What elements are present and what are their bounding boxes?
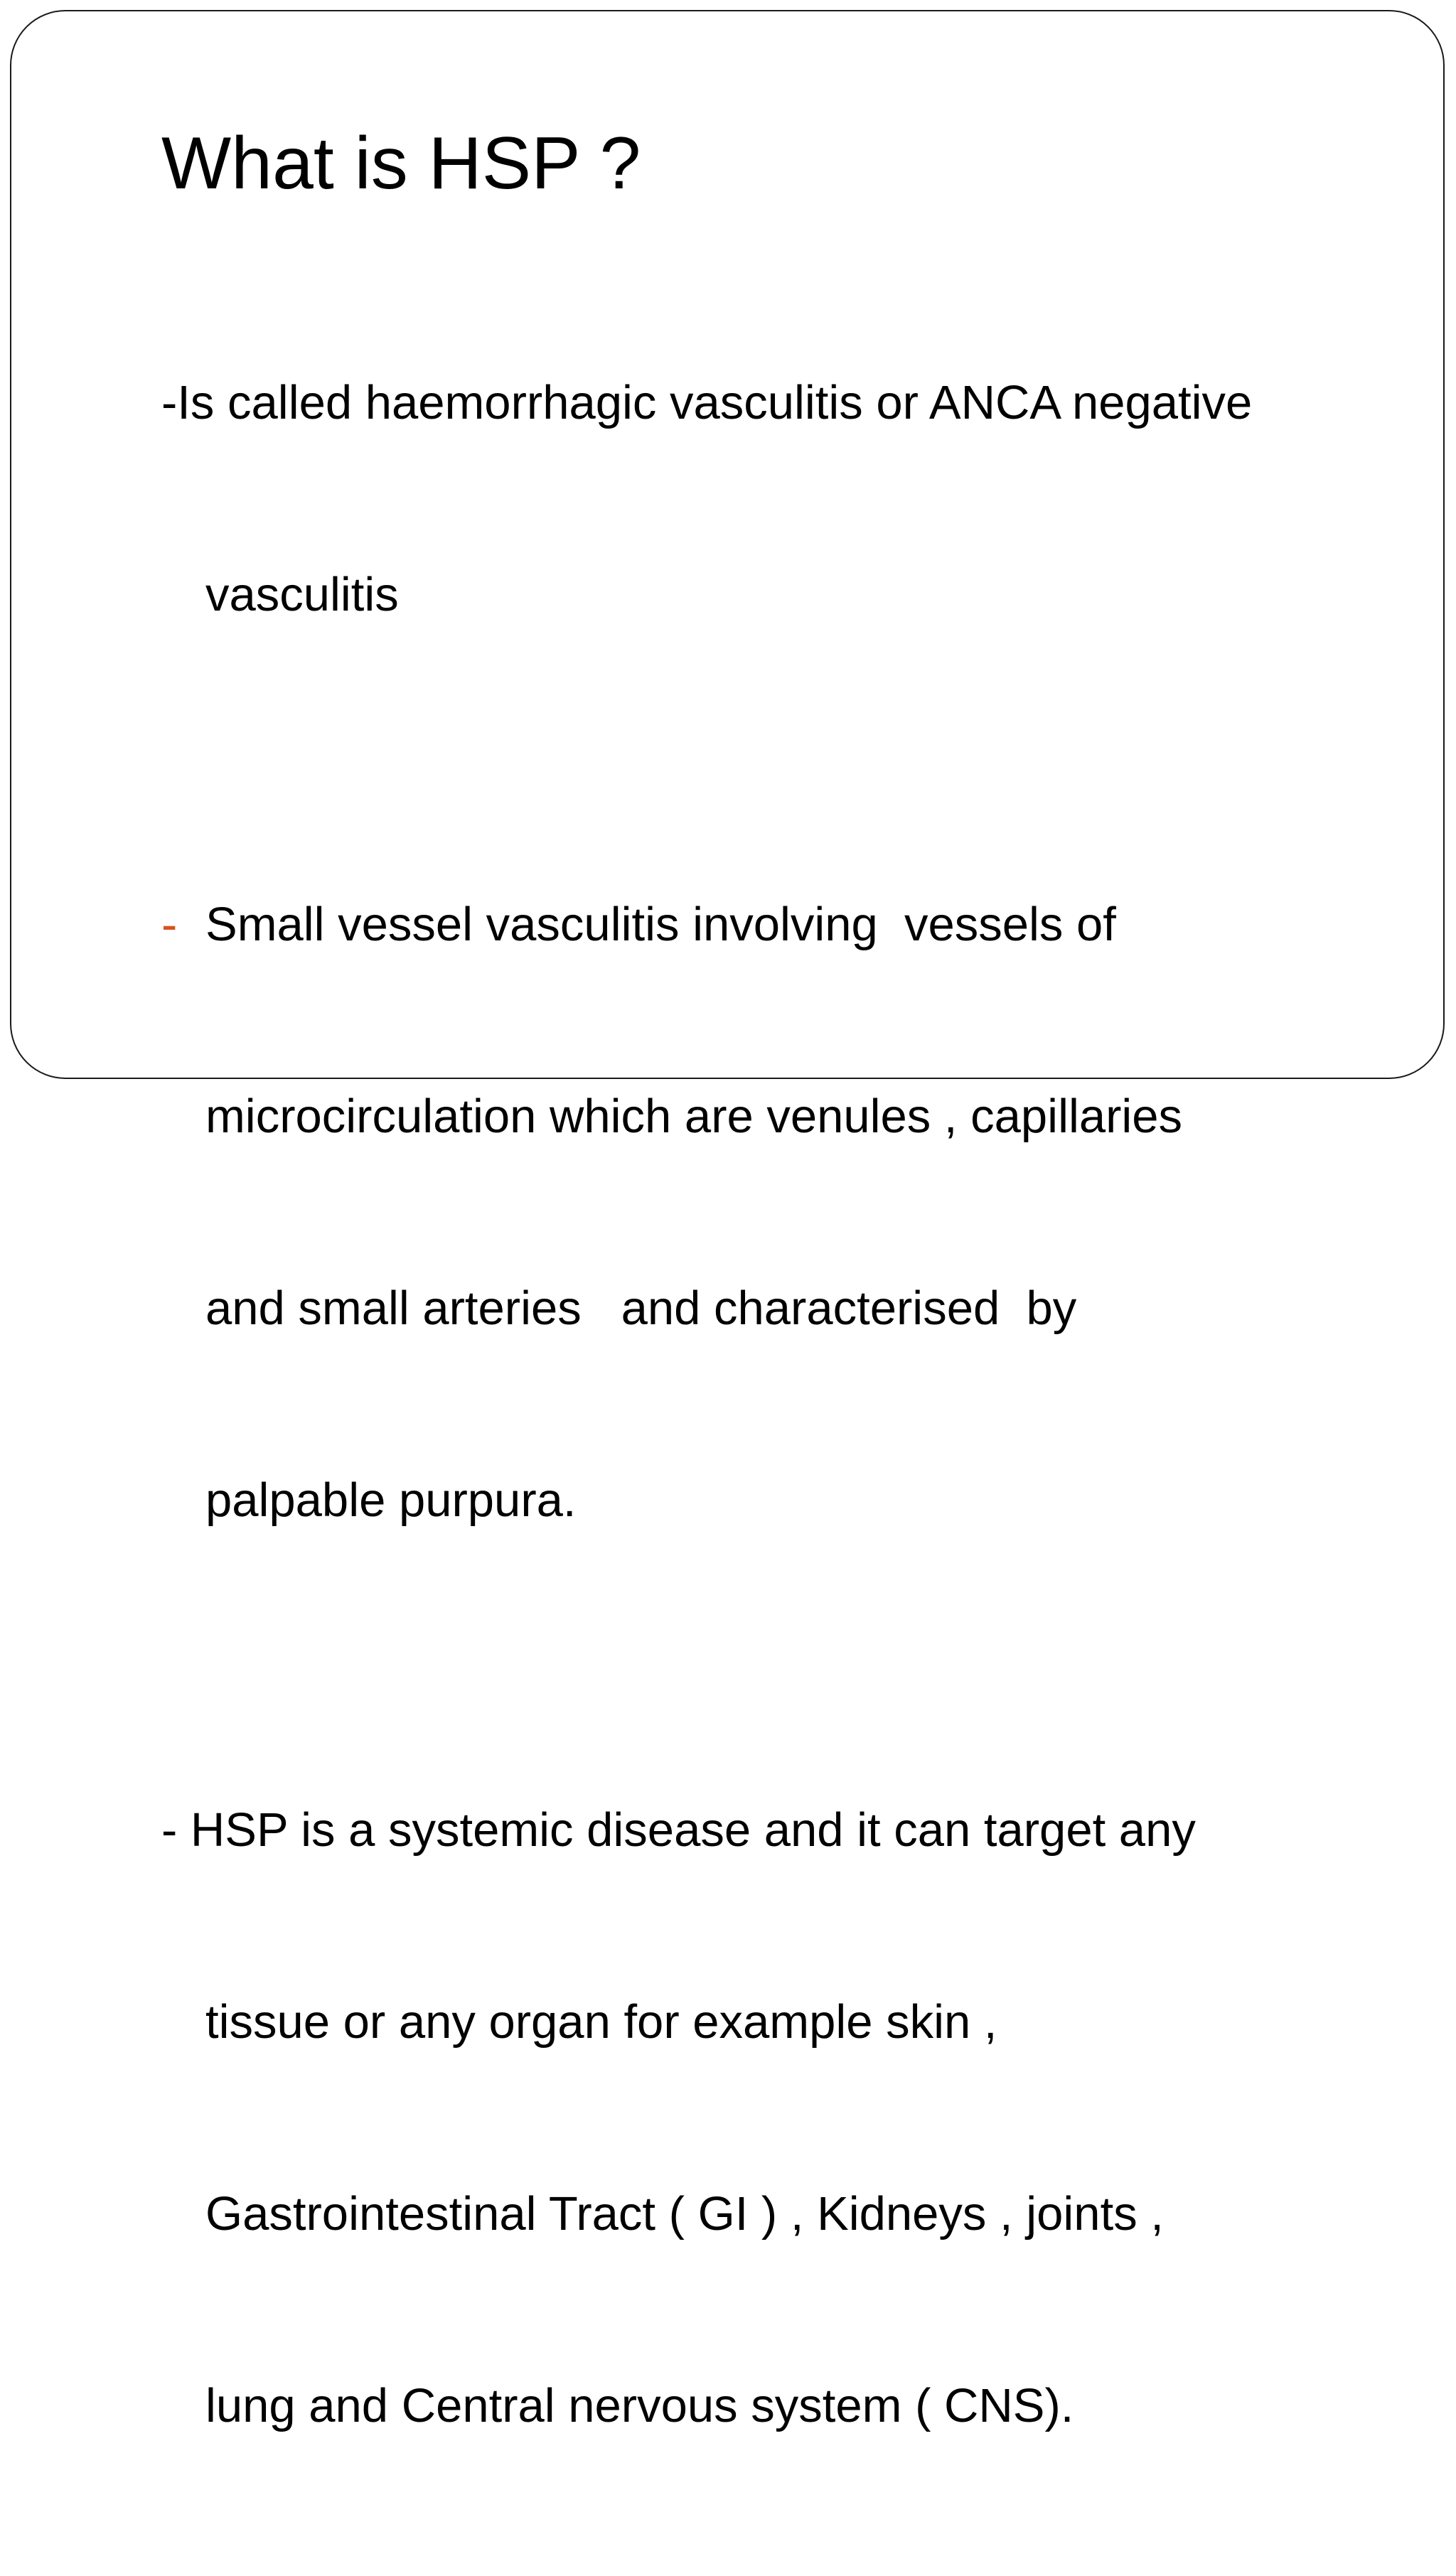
bullet-3-line-4: lung and Central nervous system ( CNS). bbox=[205, 2379, 1074, 2432]
bullet-item-2 bbox=[161, 765, 1370, 1660]
bullet-3-line-3: Gastrointestinal Tract ( GI ) , Kidneys , joints , bbox=[205, 2187, 1164, 2240]
slide-title: What is HSP ? bbox=[161, 122, 641, 205]
bullet-item-3 bbox=[161, 1670, 1370, 2566]
bullet-dash-marker: - bbox=[161, 898, 178, 951]
bullet-2-line-1: Small vessel vasculitis involving vessels of bbox=[205, 898, 1116, 951]
bullet-2-first-line bbox=[161, 893, 1370, 957]
bullet-2-line-4: palpable purpura. bbox=[205, 1474, 577, 1527]
bullet-list bbox=[161, 243, 1370, 2576]
bullet-2-line-3: and small arteries and characterised by bbox=[205, 1282, 1077, 1335]
bullet-3-line-2: tissue or any organ for example skin , bbox=[205, 1995, 997, 2049]
bullet-2-line-2: microcirculation which are venules , capillaries bbox=[205, 1090, 1183, 1143]
bullet-3-line-1: - HSP is a systemic disease and it can target any bbox=[161, 1803, 1196, 1857]
bullet-item-1 bbox=[161, 243, 1370, 755]
bullet-1-line-2: vasculitis bbox=[205, 568, 399, 621]
bullet-1-line-1: -Is called haemorrhagic vasculitis or ANCA negative bbox=[161, 376, 1253, 429]
